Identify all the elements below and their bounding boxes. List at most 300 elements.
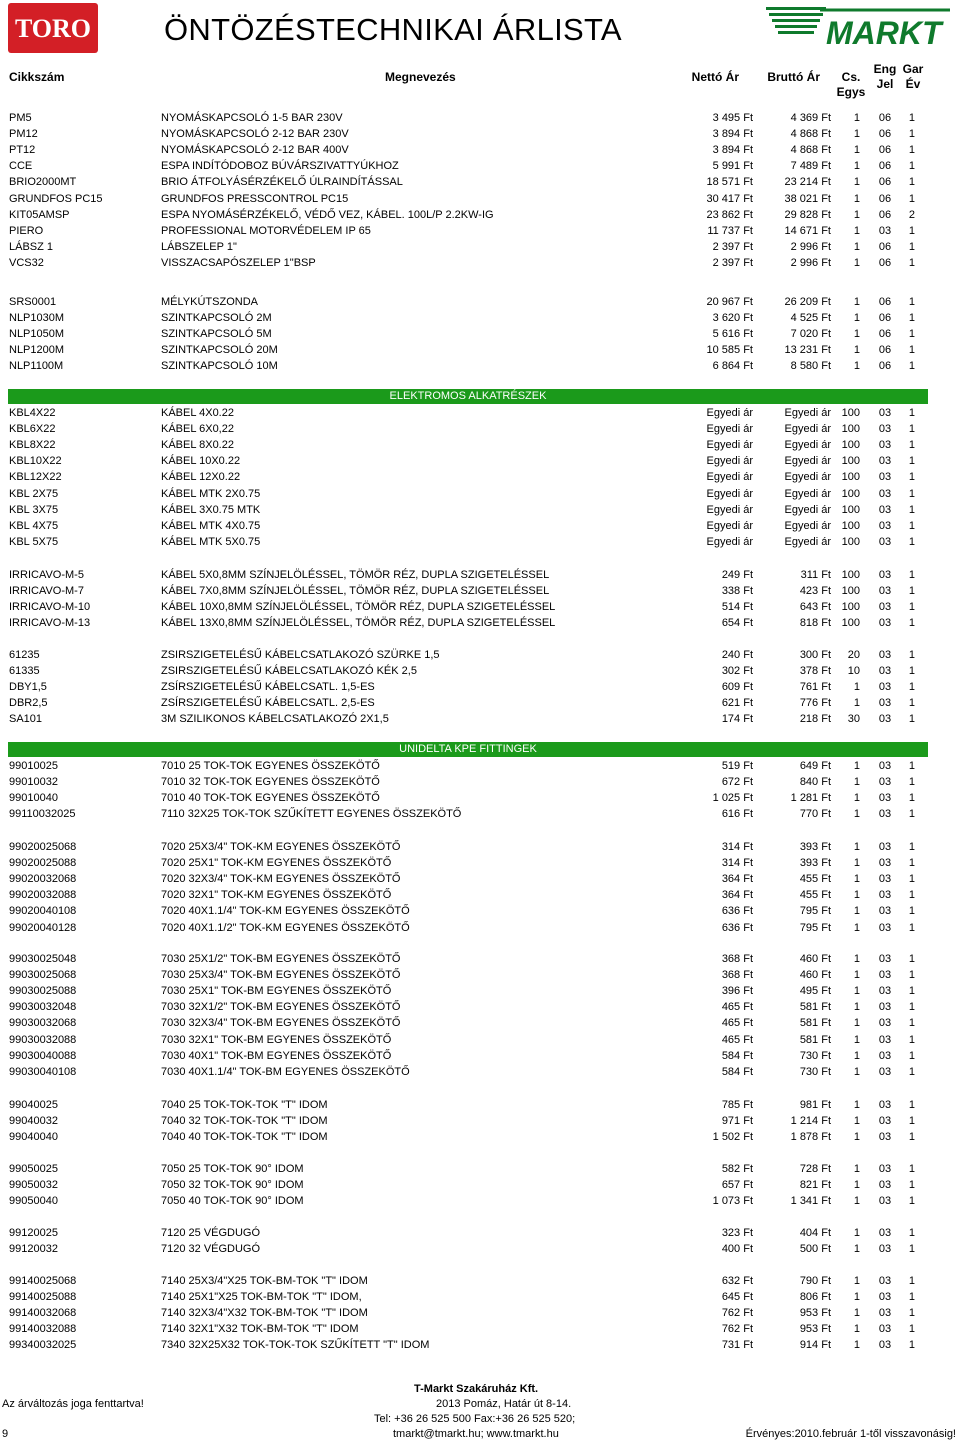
row-unit-qty: 1 [853, 160, 860, 173]
row-eng-jel: 03 [878, 1163, 892, 1175]
row-net-price: 582 Ft [721, 1163, 753, 1175]
row-warranty-years: 1 [908, 953, 915, 965]
table-row [0, 1273, 960, 1289]
row-eng-jel: 03 [878, 617, 892, 630]
row-warranty-years: 1 [908, 1115, 915, 1128]
row-gross-price: 806 Ft [799, 1291, 831, 1304]
row-description: VISSZACSAPÓSZELEP 1"BSP [161, 256, 316, 269]
row-gross-price: 2 996 Ft [790, 256, 831, 269]
row-eng-jel: 06 [878, 360, 892, 373]
table-row [0, 502, 960, 518]
row-eng-jel: 06 [878, 176, 892, 189]
column-header-jel-line2: Jel [876, 77, 894, 91]
row-net-price: 762 Ft [721, 1307, 753, 1320]
row-warranty-years: 1 [908, 697, 915, 710]
row-gross-price: 455 Ft [799, 889, 831, 902]
row-gross-price: 776 Ft [799, 697, 831, 710]
row-unit-qty: 1 [853, 208, 860, 221]
row-description: 7020 40X1.1/4" TOK-KM EGYENES ÖSSZEKÖTŐ [161, 905, 410, 918]
row-description: 7140 32X1"X32 TOK-BM-TOK "T" IDOM [161, 1323, 359, 1336]
row-code: 99020032088 [9, 889, 77, 902]
row-warranty-years: 1 [908, 1227, 915, 1239]
row-description: 7030 25X3/4" TOK-BM EGYENES ÖSSZEKÖTŐ [161, 969, 401, 982]
page-title: ÖNTÖZÉSTECHNIKAI ÁRLISTA [164, 12, 622, 47]
row-description: MÉLYKÚTSZONDA [161, 296, 258, 308]
row-unit-qty: 1 [853, 1243, 860, 1256]
row-warranty-years: 1 [908, 1033, 915, 1046]
row-unit-qty: 1 [853, 760, 860, 772]
row-code: 99010040 [9, 792, 58, 805]
row-warranty-years: 1 [908, 921, 915, 934]
row-code: DBR2,5 [9, 697, 48, 710]
table-row [0, 1161, 960, 1177]
row-code: 99050025 [9, 1163, 58, 1175]
row-description: 7040 40 TOK-TOK-TOK "T" IDOM [161, 1131, 328, 1144]
row-net-price: Egyedi ár [706, 519, 753, 532]
row-net-price: 514 Ft [721, 601, 753, 614]
table-row [0, 887, 960, 903]
table-row [0, 223, 960, 239]
table-row [0, 1048, 960, 1064]
markt-logo-text: MARKT [826, 15, 942, 50]
row-eng-jel: 03 [878, 649, 892, 661]
row-unit-qty: 1 [853, 128, 860, 141]
row-eng-jel: 06 [878, 328, 892, 341]
row-code: 99020040108 [9, 905, 77, 918]
row-gross-price: 795 Ft [799, 905, 831, 918]
row-warranty-years: 1 [908, 569, 915, 581]
row-description: 7040 25 TOK-TOK-TOK "T" IDOM [161, 1099, 328, 1111]
table-row [0, 711, 960, 727]
row-code: NLP1100M [9, 360, 64, 373]
row-gross-price: 14 671 Ft [784, 224, 831, 237]
row-gross-price: 300 Ft [799, 649, 831, 661]
row-code: 99140025068 [9, 1275, 77, 1287]
row-net-price: 1 025 Ft [712, 792, 753, 805]
row-warranty-years: 1 [908, 841, 915, 853]
row-unit-qty: 1 [853, 841, 860, 853]
row-unit-qty: 100 [841, 455, 860, 468]
row-unit-qty: 100 [841, 503, 860, 516]
table-row [0, 310, 960, 326]
row-description: KÁBEL 10X0.22 [161, 455, 241, 468]
table-row [0, 790, 960, 806]
row-code: 99030040108 [9, 1065, 77, 1078]
row-code: 99020025068 [9, 841, 77, 853]
row-gross-price: 455 Ft [799, 873, 831, 886]
table-row [0, 142, 960, 158]
table-row [0, 110, 960, 126]
row-description: ESPA INDÍTÓDOBOZ BÚVÁRSZIVATTYÚKHOZ [161, 160, 399, 173]
footer-validity: Érvényes:2010.február 1-től visszavonásig! [745, 1428, 956, 1440]
row-warranty-years: 1 [908, 1131, 915, 1144]
row-code: GRUNDFOS PC15 [9, 192, 103, 205]
row-warranty-years: 1 [908, 328, 915, 341]
row-unit-qty: 100 [841, 519, 860, 532]
row-eng-jel: 06 [878, 240, 892, 253]
row-unit-qty: 1 [853, 1017, 860, 1030]
row-warranty-years: 1 [908, 665, 915, 678]
section-header-kpe-fittings: UNIDELTA KPE FITTINGEK [8, 742, 928, 757]
row-net-price: 23 862 Ft [706, 208, 753, 221]
table-row [0, 126, 960, 142]
row-net-price: 609 Ft [721, 681, 753, 694]
row-eng-jel: 03 [878, 841, 892, 853]
row-description: SZINTKAPCSOLÓ 20M [161, 344, 278, 357]
row-net-price: 731 Ft [721, 1339, 753, 1352]
row-eng-jel: 03 [878, 1339, 892, 1352]
row-eng-jel: 03 [878, 1131, 892, 1144]
row-warranty-years: 1 [908, 1001, 915, 1014]
row-description: KÁBEL 4X0.22 [161, 407, 234, 419]
row-unit-qty: 100 [841, 569, 860, 581]
row-gross-price: 821 Ft [799, 1179, 831, 1192]
row-description: 7140 25X1"X25 TOK-BM-TOK "T" IDOM, [161, 1291, 362, 1304]
table-row [0, 1032, 960, 1048]
row-gross-price: 7 020 Ft [790, 328, 831, 341]
row-unit-qty: 1 [853, 224, 860, 237]
row-eng-jel: 03 [878, 1115, 892, 1128]
row-code: 99040025 [9, 1099, 58, 1111]
row-unit-qty: 1 [853, 905, 860, 918]
row-code: BRIO2000MT [9, 176, 77, 189]
row-net-price: 672 Ft [721, 776, 753, 789]
row-net-price: 30 417 Ft [706, 192, 753, 205]
table-row [0, 469, 960, 485]
row-eng-jel: 03 [878, 921, 892, 934]
row-eng-jel: 06 [878, 344, 892, 357]
table-row [0, 1064, 960, 1080]
footer-address: 2013 Pomáz, Határ út 8-14. [436, 1398, 572, 1410]
row-code: 99020040128 [9, 921, 77, 934]
row-eng-jel: 03 [878, 423, 892, 436]
row-warranty-years: 1 [908, 1323, 915, 1336]
row-gross-price: 649 Ft [799, 760, 831, 772]
table-row [0, 342, 960, 358]
row-warranty-years: 1 [908, 713, 915, 726]
row-eng-jel: 03 [878, 953, 892, 965]
row-gross-price: 7 489 Ft [790, 160, 831, 173]
row-code: KBL 3X75 [9, 503, 59, 516]
row-warranty-years: 1 [908, 1339, 915, 1352]
row-unit-qty: 100 [841, 407, 860, 419]
row-description: KÁBEL 7X0,8MM SZÍNJELÖLÉSSEL, TÖMÖR RÉZ, DUPLA SZIGETELÉSSEL [161, 585, 550, 598]
row-warranty-years: 1 [908, 1163, 915, 1175]
row-gross-price: 4 868 Ft [790, 144, 831, 157]
column-header-name: Megnevezés [385, 70, 456, 84]
row-unit-qty: 1 [853, 1115, 860, 1128]
row-description: 7120 32 VÉGDUGÓ [161, 1243, 261, 1256]
row-description: BRIO ÁTFOLYÁSÉRZÉKELŐ ÚLRAINDÍTÁSSAL [161, 176, 403, 189]
row-code: 99140032068 [9, 1307, 77, 1320]
row-description: 7030 32X1/2" TOK-BM EGYENES ÖSSZEKÖTŐ [161, 1001, 401, 1014]
row-eng-jel: 03 [878, 224, 892, 237]
row-net-price: 1 502 Ft [712, 1131, 753, 1144]
row-gross-price: Egyedi ár [784, 423, 831, 436]
row-description: NYOMÁSKAPCSOLÓ 2-12 BAR 230V [161, 128, 349, 141]
row-net-price: 249 Ft [721, 569, 753, 581]
row-warranty-years: 1 [908, 649, 915, 661]
row-description: KÁBEL 12X0.22 [161, 471, 241, 484]
row-code: 99140025088 [9, 1291, 77, 1304]
row-warranty-years: 1 [908, 601, 915, 614]
row-gross-price: 29 828 Ft [784, 208, 831, 221]
row-unit-qty: 1 [853, 1099, 860, 1111]
row-warranty-years: 1 [908, 112, 915, 124]
row-net-price: 240 Ft [721, 649, 753, 661]
row-gross-price: 643 Ft [799, 601, 831, 614]
row-description: ESPA NYOMÁSÉRZÉKELŐ, VÉDŐ VEZ, KÁBEL. 100L/P 2.2KW-IG [161, 208, 494, 221]
row-code: 99120025 [9, 1227, 58, 1239]
row-eng-jel: 03 [878, 1099, 892, 1111]
row-net-price: 657 Ft [721, 1179, 753, 1192]
row-net-price: 3 620 Ft [712, 312, 753, 325]
row-net-price: 5 616 Ft [712, 328, 753, 341]
row-gross-price: Egyedi ár [784, 471, 831, 484]
row-unit-qty: 100 [841, 535, 860, 548]
row-description: KÁBEL 5X0,8MM SZÍNJELÖLÉSSEL, TÖMÖR RÉZ, DUPLA SZIGETELÉSSEL [161, 569, 550, 581]
row-net-price: 1 073 Ft [712, 1195, 753, 1208]
row-warranty-years: 1 [908, 224, 915, 237]
row-unit-qty: 1 [853, 1049, 860, 1062]
table-row [0, 1289, 960, 1305]
row-warranty-years: 1 [908, 776, 915, 789]
row-gross-price: Egyedi ár [784, 503, 831, 516]
row-gross-price: 378 Ft [799, 665, 831, 678]
row-eng-jel: 03 [878, 585, 892, 598]
row-unit-qty: 1 [853, 1323, 860, 1336]
row-net-price: 338 Ft [721, 585, 753, 598]
row-eng-jel: 03 [878, 760, 892, 772]
row-eng-jel: 03 [878, 905, 892, 918]
column-header-code: Cikkszám [9, 70, 65, 84]
row-warranty-years: 1 [908, 617, 915, 630]
row-net-price: 636 Ft [721, 905, 753, 918]
row-code: IRRICAVO-M-13 [9, 617, 91, 630]
row-code: 99010025 [9, 760, 58, 772]
row-code: 99030040088 [9, 1049, 77, 1062]
row-eng-jel: 03 [878, 969, 892, 982]
table-row [0, 567, 960, 583]
row-code: LÁBSZ 1 [9, 240, 54, 253]
row-description: KÁBEL 13X0,8MM SZÍNJELÖLÉSSEL, TÖMÖR RÉZ, DUPLA SZIGETELÉSSEL [161, 617, 556, 630]
row-warranty-years: 1 [908, 128, 915, 141]
row-warranty-years: 1 [908, 423, 915, 436]
row-description: ZSIRSZIGETELÉSŰ KÁBELCSATLAKOZÓ SZÜRKE 1,5 [161, 649, 440, 661]
row-eng-jel: 03 [878, 985, 892, 998]
row-eng-jel: 06 [878, 192, 892, 205]
row-code: VCS32 [9, 256, 44, 269]
row-unit-qty: 30 [847, 713, 860, 726]
row-unit-qty: 1 [853, 360, 860, 373]
toro-logo-text: TORO [14, 14, 92, 43]
row-warranty-years: 1 [908, 256, 915, 269]
row-gross-price: 953 Ft [799, 1307, 831, 1320]
row-code: KBL6X22 [9, 423, 56, 436]
row-unit-qty: 1 [853, 776, 860, 789]
row-unit-qty: 100 [841, 617, 860, 630]
row-eng-jel: 03 [878, 487, 892, 500]
table-row [0, 647, 960, 663]
row-gross-price: 218 Ft [799, 713, 831, 726]
row-gross-price: Egyedi ár [784, 535, 831, 548]
row-code: 99110032025 [9, 808, 76, 821]
row-warranty-years: 1 [908, 889, 915, 902]
table-row [0, 294, 960, 310]
row-warranty-years: 1 [908, 985, 915, 998]
row-net-price: 2 397 Ft [712, 256, 753, 269]
row-unit-qty: 1 [853, 144, 860, 157]
row-description: 7140 25X3/4"X25 TOK-BM-TOK "T" IDOM [161, 1275, 368, 1287]
row-warranty-years: 1 [908, 192, 915, 205]
row-warranty-years: 2 [908, 208, 915, 221]
row-code: 99030032088 [9, 1033, 77, 1046]
row-eng-jel: 06 [878, 144, 892, 157]
row-warranty-years: 1 [908, 681, 915, 694]
row-eng-jel: 03 [878, 665, 892, 678]
row-warranty-years: 1 [908, 792, 915, 805]
row-description: 7030 40X1" TOK-BM EGYENES ÖSSZEKÖTŐ [161, 1049, 392, 1062]
table-row [0, 774, 960, 790]
row-eng-jel: 03 [878, 1307, 892, 1320]
row-eng-jel: 03 [878, 1195, 892, 1208]
column-header-ev-line2: Év [905, 77, 921, 91]
row-net-price: Egyedi ár [706, 407, 753, 419]
row-warranty-years: 1 [908, 439, 915, 452]
row-warranty-years: 1 [908, 808, 915, 821]
row-description: KÁBEL MTK 4X0.75 [161, 519, 261, 532]
row-warranty-years: 1 [908, 969, 915, 982]
row-unit-qty: 1 [853, 1179, 860, 1192]
row-code: IRRICAVO-M-5 [9, 569, 84, 581]
row-unit-qty: 1 [853, 1131, 860, 1144]
row-net-price: 762 Ft [721, 1323, 753, 1336]
row-unit-qty: 1 [853, 792, 860, 805]
table-row [0, 255, 960, 271]
row-description: 7010 25 TOK-TOK EGYENES ÖSSZEKÖTŐ [161, 760, 380, 772]
row-warranty-years: 1 [908, 144, 915, 157]
row-gross-price: 26 209 Ft [784, 296, 831, 308]
row-unit-qty: 1 [853, 985, 860, 998]
row-gross-price: 13 231 Ft [784, 344, 831, 357]
table-row [0, 951, 960, 967]
row-net-price: 584 Ft [721, 1049, 753, 1062]
row-description: KÁBEL MTK 2X0.75 [161, 487, 261, 500]
row-net-price: 621 Ft [721, 697, 753, 710]
row-code: PM5 [9, 112, 32, 124]
row-net-price: 584 Ft [721, 1065, 753, 1078]
row-eng-jel: 03 [878, 455, 892, 468]
table-row [0, 967, 960, 983]
table-row [0, 1321, 960, 1337]
row-net-price: 314 Ft [721, 841, 753, 853]
row-eng-jel: 03 [878, 857, 892, 870]
row-code: 61235 [9, 649, 40, 661]
row-eng-jel: 03 [878, 681, 892, 694]
table-row [0, 1225, 960, 1241]
row-description: ZSÍRSZIGETELÉSŰ KÁBELCSATL. 2,5-ES [161, 697, 375, 710]
row-gross-price: 38 021 Ft [784, 192, 831, 205]
row-gross-price: 460 Ft [799, 953, 831, 965]
row-eng-jel: 03 [878, 1049, 892, 1062]
row-warranty-years: 1 [908, 312, 915, 325]
row-eng-jel: 03 [878, 873, 892, 886]
row-unit-qty: 1 [853, 1227, 860, 1239]
row-code: 99040032 [9, 1115, 58, 1128]
row-net-price: 6 864 Ft [712, 360, 753, 373]
row-gross-price: 423 Ft [799, 585, 831, 598]
row-description: NYOMÁSKAPCSOLÓ 1-5 BAR 230V [161, 112, 343, 124]
row-unit-qty: 10 [847, 665, 860, 678]
table-row [0, 358, 960, 374]
table-row [0, 806, 960, 822]
footer-phone: Tel: +36 26 525 500 Fax:+36 26 525 520; [374, 1413, 576, 1425]
row-description: SZINTKAPCSOLÓ 10M [161, 360, 278, 373]
row-net-price: Egyedi ár [706, 487, 753, 500]
row-description: GRUNDFOS PRESSCONTROL PC15 [161, 192, 349, 205]
row-code: KBL 4X75 [9, 519, 59, 532]
row-net-price: 654 Ft [721, 617, 753, 630]
row-description: 7030 32X3/4" TOK-BM EGYENES ÖSSZEKÖTŐ [161, 1017, 401, 1030]
row-unit-qty: 100 [841, 471, 860, 484]
table-row [0, 1177, 960, 1193]
row-eng-jel: 03 [878, 792, 892, 805]
row-gross-price: 4 369 Ft [790, 112, 831, 124]
row-unit-qty: 1 [853, 312, 860, 325]
row-net-price: 174 Ft [721, 713, 753, 726]
row-eng-jel: 06 [878, 112, 892, 124]
row-gross-price: 23 214 Ft [784, 176, 831, 189]
row-net-price: 396 Ft [721, 985, 753, 998]
row-net-price: Egyedi ár [706, 455, 753, 468]
row-code: 99050032 [9, 1179, 58, 1192]
row-net-price: 368 Ft [721, 969, 753, 982]
row-unit-qty: 1 [853, 256, 860, 269]
row-gross-price: 393 Ft [799, 857, 831, 870]
row-description: 7040 32 TOK-TOK-TOK "T" IDOM [161, 1115, 328, 1128]
row-code: 99040040 [9, 1131, 58, 1144]
row-warranty-years: 1 [908, 1307, 915, 1320]
row-description: 7030 25X1/2" TOK-BM EGYENES ÖSSZEKÖTŐ [161, 953, 401, 965]
row-net-price: 400 Ft [721, 1243, 753, 1256]
row-net-price: 616 Ft [721, 808, 753, 821]
table-row [0, 999, 960, 1015]
row-unit-qty: 1 [853, 240, 860, 253]
row-code: 99340032025 [9, 1339, 77, 1352]
row-net-price: Egyedi ár [706, 471, 753, 484]
row-unit-qty: 1 [853, 808, 860, 821]
row-warranty-years: 1 [908, 1275, 915, 1287]
row-description: KÁBEL 8X0.22 [161, 439, 234, 452]
row-gross-price: 1 214 Ft [790, 1115, 831, 1128]
row-unit-qty: 100 [841, 423, 860, 436]
row-gross-price: 730 Ft [799, 1049, 831, 1062]
table-row [0, 663, 960, 679]
row-eng-jel: 06 [878, 160, 892, 173]
column-header-jel-line1: Eng [873, 62, 897, 76]
row-eng-jel: 06 [878, 296, 892, 308]
row-warranty-years: 1 [908, 471, 915, 484]
row-code: NLP1050M [9, 328, 65, 341]
row-description: 7020 25X1" TOK-KM EGYENES ÖSSZEKÖTŐ [161, 857, 392, 870]
row-eng-jel: 03 [878, 1323, 892, 1336]
row-gross-price: 761 Ft [799, 681, 831, 694]
row-code: KIT05AMSP [9, 208, 70, 221]
row-description: KÁBEL 6X0,22 [161, 423, 234, 436]
row-description: 7010 32 TOK-TOK EGYENES ÖSSZEKÖTŐ [161, 776, 380, 789]
row-gross-price: 8 580 Ft [790, 360, 831, 373]
row-gross-price: 1 878 Ft [790, 1131, 831, 1144]
